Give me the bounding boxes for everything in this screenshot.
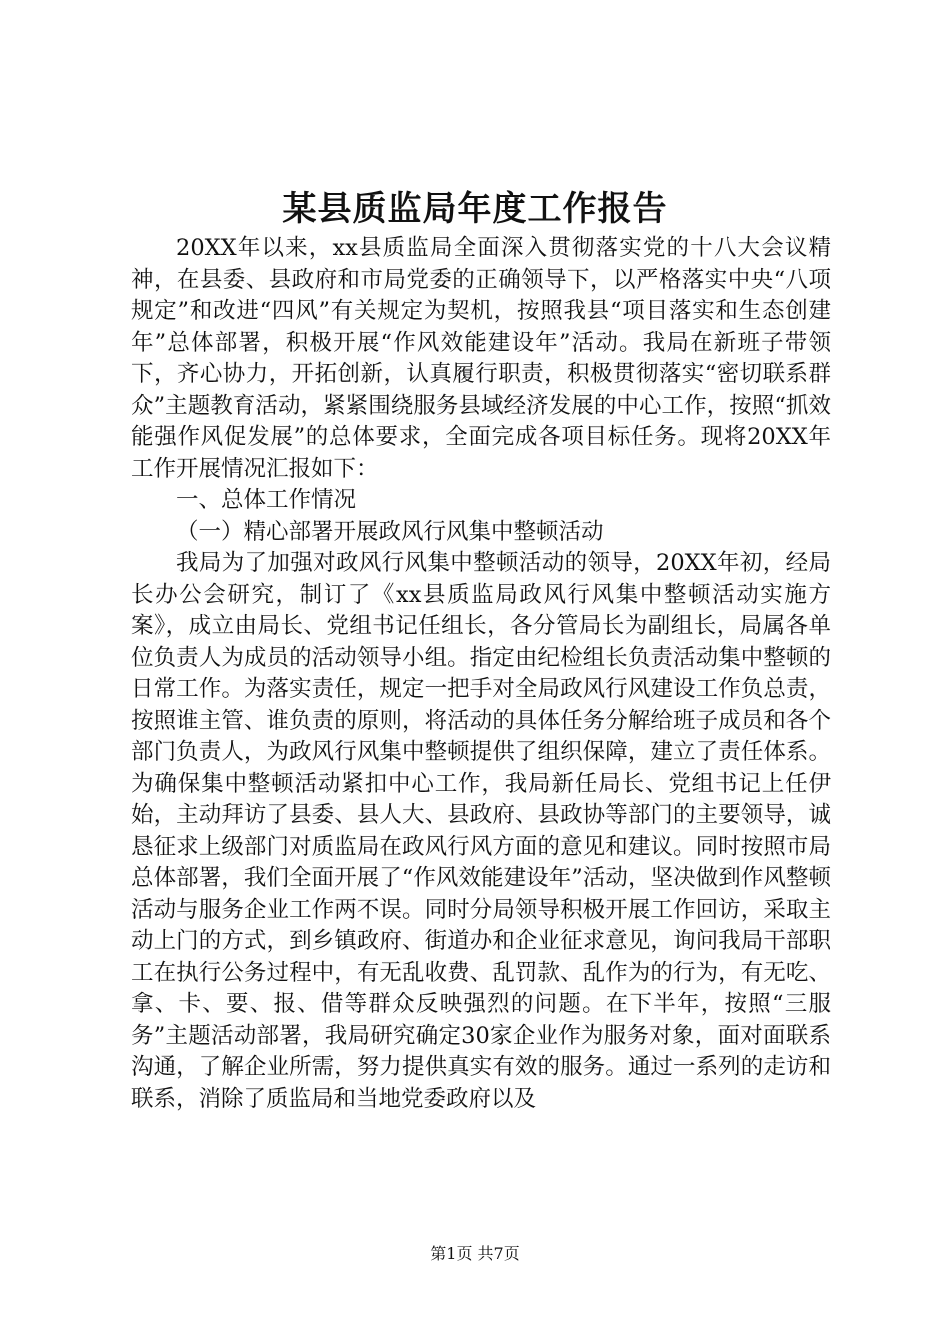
document-title: 某县质监局年度工作报告 [282,189,668,229]
section-heading: 一、总体工作情况 [176,487,357,513]
document-body [131,233,831,1115]
subsection-heading: （一）精心部署开展政风行风集中整顿活动 [176,518,604,545]
intro-paragraph: 20XX年以来，xx县质监局全面深入贯彻落实党的十八大会议精神，在县委、县政府和市局党委的正确领导下，以严格落实中央“八项规定”和改进“四风”有关规定为契机，按照我县“项目落实和生态创建年”总体部署，积极开展“作风效能建设年”活动。我局在新班子带领下，齐心协力，开拓创新，认真履行职责，积极贯彻落实“密切联系群众”主题教育活动，紧紧围绕服务县域经济发展的中心工作，按照“抓效能强作风促发展”的总体要求，全面完成各项目标任务。现将20XX年工作开展情况汇报如下： [131,235,831,482]
body-paragraph: 我局为了加强对政风行风集中整顿活动的领导，20XX年初，经局长办公会研究，制订了《xx县质监局政风行风集中整顿活动实施方案》，成立由局长、党组书记任组长，各分管局长为副组长，局属各单位负责人为成员的活动领导小组。指定由纪检组长负责活动集中整顿的日常工作。为落实责任，规定一把手对全局政风行风建设工作负总责，按照谁主管、谁负责的原则，将活动的具体任务分解给班子成员和各个部门负责人，为政风行风集中整顿提供了组织保障，建立了责任体系。为确保集中整顿活动紧扣中心工作，我局新任局长、党组书记上任伊始，主动拜访了县委、县人大、县政府、县政协等部门的主要领导，诚恳征求上级部门对质监局在政风行风方面的意见和建议。同时按照市局总体部署，我们全面开展了“作风效能建设年”活动，坚决做到作风整顿活动与服务企业工作两不误。同时分局领导积极开展工作回访，采取主动上门的方式，到乡镇政府、街道办和企业征求意见，询问我局干部职工在执行公务过程中，有无乱收费、乱罚款、乱作为的行为，有无吃、拿、卡、要、报、借等群众反映强烈的问题。在下半年，按照“三服务”主题活动部署，我局研究确定30家企业作为服务对象，面对面联系沟通，了解企业所需，努力提供真实有效的服务。通过一系列的走访和联系，消除了质监局和当地党委政府以及 [131,550,831,1112]
page-footer: 第1页 共7页 [430,1244,520,1263]
